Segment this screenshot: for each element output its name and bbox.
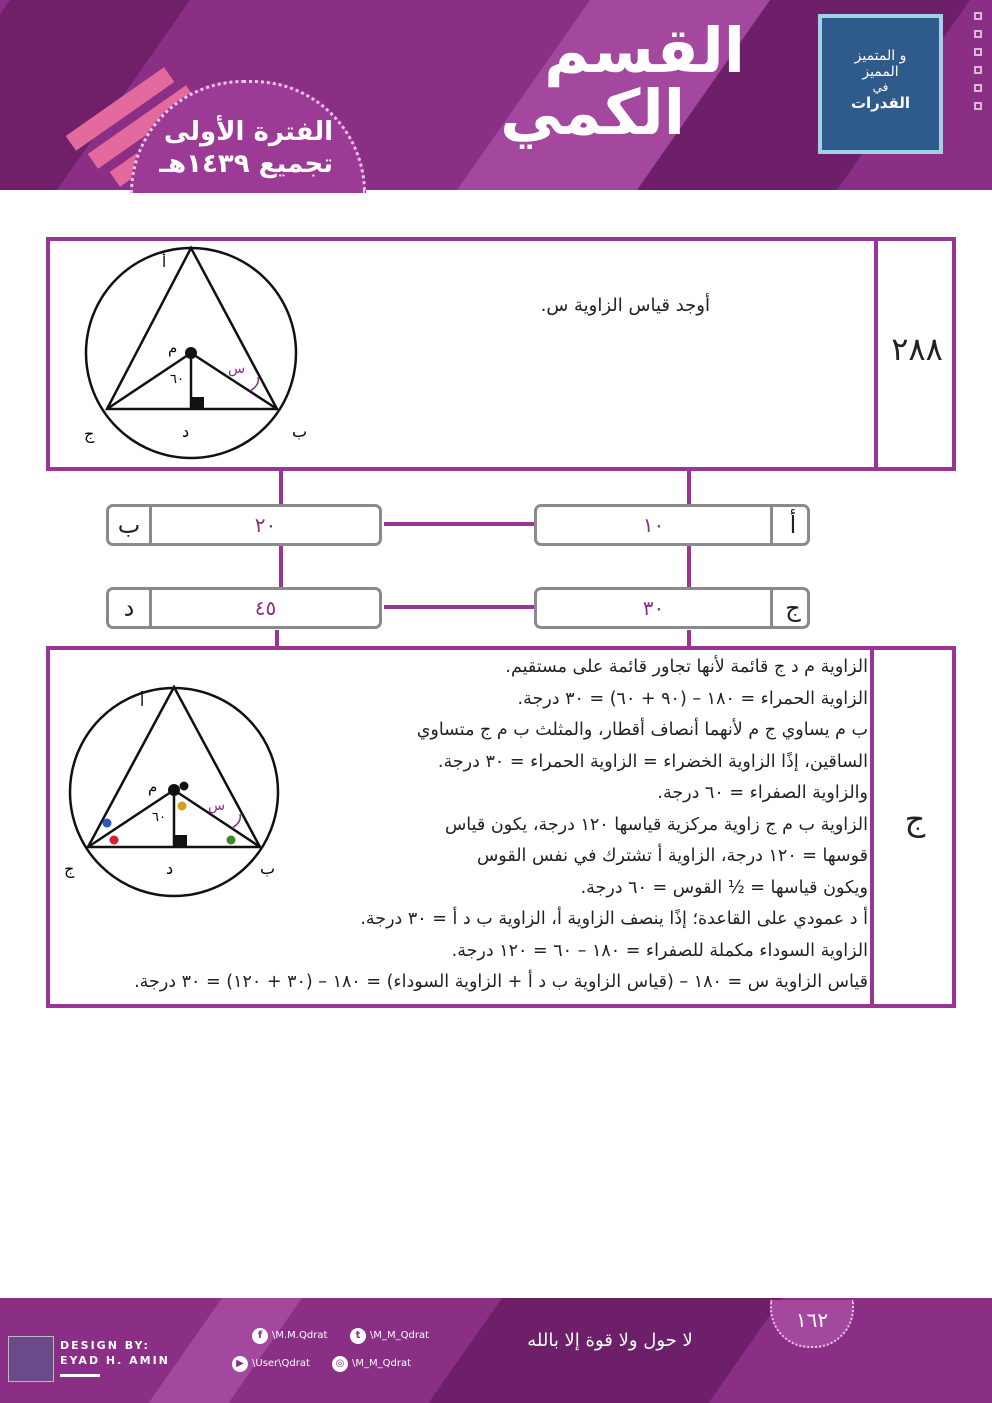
solution-line: الزاوية م د ج قائمة لأنها تجاور قائمة على مستقيم.	[505, 657, 868, 677]
twitter-link[interactable]: t \M_M_Qdrat	[350, 1328, 429, 1344]
option-b[interactable]	[106, 504, 382, 546]
svg-text:٦٠: ٦٠	[152, 810, 166, 825]
solution-line: الساقين، إذًا الزاوية الخضراء = الزاوية الحمراء = ٣٠ درجة.	[437, 751, 868, 772]
youtube-icon: ▶	[232, 1356, 248, 1372]
facebook-icon: f	[252, 1328, 268, 1344]
option-letter: د	[123, 594, 135, 622]
foot-label-d: د	[182, 422, 190, 441]
option-value: ٣٠	[642, 596, 665, 620]
svg-text:د: د	[166, 859, 174, 878]
page-title	[405, 14, 745, 149]
option-letter: ج	[785, 594, 801, 622]
vertex-label-j: ج	[84, 424, 95, 443]
option-value: ٤٥	[254, 596, 277, 620]
vertex-label-b: ب	[292, 422, 308, 441]
instagram-icon: ◎	[332, 1356, 348, 1372]
option-d[interactable]	[106, 587, 382, 629]
decorative-squares	[974, 12, 984, 120]
option-letter: ب	[117, 511, 141, 539]
page-number: ١٦٢	[770, 1300, 854, 1348]
solution-line: والزاوية الصفراء = ٦٠ درجة.	[657, 783, 868, 803]
solution-line: قوسها = ١٢٠ درجة، الزاوية أ تشترك في نفس القوس	[476, 846, 868, 866]
collection-label: تجميع ١٤٣٩هـ	[159, 149, 333, 179]
right-angle-mark	[192, 397, 204, 409]
option-c[interactable]	[534, 587, 810, 629]
option-value: ٢٠	[254, 513, 277, 537]
solution-line: الزاوية الحمراء = ١٨٠ – (٩٠ + ٦٠) = ٣٠ درجة.	[517, 688, 868, 709]
option-a[interactable]	[534, 504, 810, 546]
calligraphy-phrase: لا حول ولا قوة إلا بالله	[527, 1330, 693, 1351]
option-letter: أ	[789, 511, 797, 539]
svg-text:م: م	[148, 778, 158, 796]
center-point	[185, 347, 197, 359]
svg-text:ب: ب	[260, 859, 276, 878]
title-line-1: القسم	[544, 14, 745, 87]
twitter-icon: t	[350, 1328, 366, 1344]
option-value: ١٠	[642, 513, 665, 537]
angle-label-s: س	[228, 361, 246, 377]
designer-logo	[8, 1336, 54, 1382]
solution-text	[60, 652, 868, 999]
brand-logo: و المتميز المميز في القدرات	[818, 14, 943, 154]
period-label: الفترة الأولى	[163, 117, 333, 147]
title-line-2: الكمي	[500, 76, 685, 149]
correct-answer: ج	[904, 800, 926, 838]
svg-text:أ: أ	[140, 692, 145, 710]
solution-line: ب م يساوي ج م لأنهما أنصاف أقطار، والمثلث ب م ج متساوي	[416, 720, 868, 740]
solution-line: أ د عمودي على القاعدة؛ إذًا ينصف الزاوية أ، الزاوية ب د أ = ٣٠ درجة.	[360, 909, 868, 929]
question-number: ٢٨٨	[891, 330, 943, 368]
solution-line: الزاوية السوداء مكملة للصفراء = ١٨٠ – ٦٠ = ١٢٠ درجة.	[451, 940, 868, 961]
design-credit: DESIGN BY: EYAD H. AMIN	[60, 1338, 170, 1377]
instagram-link[interactable]: ◎ \M_M_Qdrat	[332, 1356, 411, 1372]
svg-text:ج: ج	[64, 859, 75, 878]
facebook-link[interactable]: f \M.M.Qdrat	[252, 1328, 327, 1344]
angle-arc	[250, 377, 258, 391]
question-figure	[80, 243, 320, 465]
question-text: أوجد قياس الزاوية س.	[540, 295, 710, 316]
solution-line: ويكون قياسها = ½ القوس = ٦٠ درجة.	[580, 877, 868, 898]
solution-line: الزاوية ب م ج زاوية مركزية قياسها ١٢٠ درجة، يكون قياس	[444, 814, 868, 835]
vertex-label-a: أ	[162, 253, 167, 271]
center-label-m: م	[168, 339, 178, 357]
angle-label-60: ٦٠	[170, 372, 184, 387]
svg-text:س: س	[208, 798, 226, 814]
solution-line: قياس الزاوية س = ١٨٠ – (قياس الزاوية ب د أ + الزاوية السوداء) = ١٨٠ – (٣٠ + ١٢٠) = ٣٠ درجة.	[134, 972, 868, 992]
youtube-link[interactable]: ▶ \User\Qdrat	[232, 1356, 310, 1372]
